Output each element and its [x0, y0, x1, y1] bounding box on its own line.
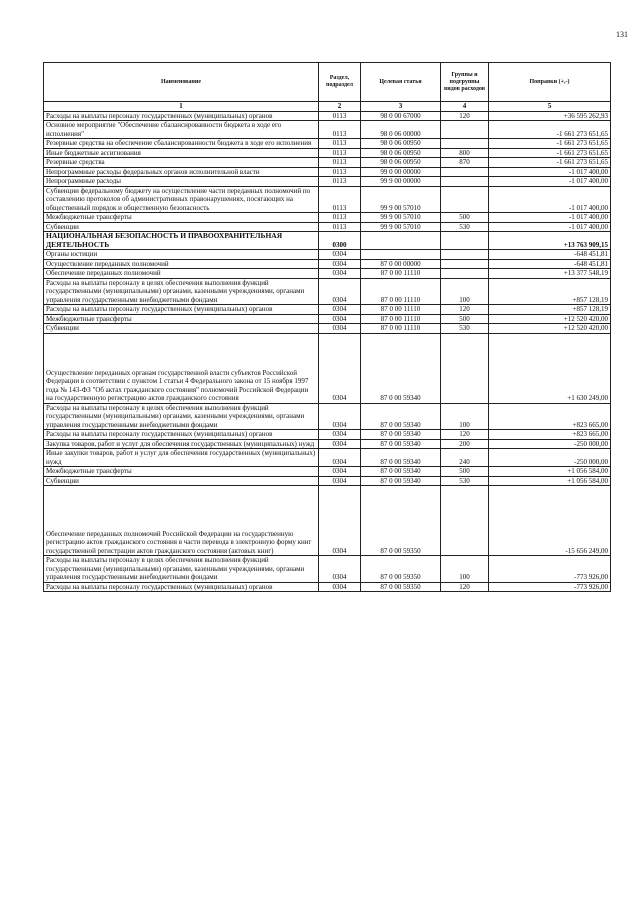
row-name-cell: Непрограммные расходы федеральных органов исполнительной власти [44, 167, 319, 177]
row-section-cell: 0113 [319, 111, 361, 121]
row-section-cell: 0113 [319, 213, 361, 223]
row-section-cell: 0113 [319, 121, 361, 139]
table-row [44, 582, 611, 592]
table-row [44, 333, 611, 403]
table-row [44, 177, 611, 187]
row-section-cell: 0304 [319, 259, 361, 269]
row-target-cell: 87 0 00 59340 [361, 467, 441, 477]
row-group-cell: 120 [441, 111, 489, 121]
row-target-cell: 99 9 00 00000 [361, 177, 441, 187]
row-section-cell: 0304 [319, 430, 361, 440]
row-name-cell: Расходы на выплаты персоналу государственных (муниципальных) органов [44, 430, 319, 440]
table-row [44, 111, 611, 121]
table-row [44, 167, 611, 177]
row-section-cell: 0304 [319, 269, 361, 279]
row-group-cell [441, 186, 489, 213]
table-row [44, 305, 611, 315]
row-group-cell: 100 [441, 403, 489, 430]
row-group-cell: 500 [441, 467, 489, 477]
header-name: Наименование [44, 63, 319, 102]
row-group-cell: 500 [441, 213, 489, 223]
row-amount-cell: +12 520 420,00 [489, 314, 611, 324]
row-section-cell: 0113 [319, 177, 361, 187]
table-row [44, 121, 611, 139]
row-target-cell: 87 0 00 59340 [361, 333, 441, 403]
table-row [44, 139, 611, 149]
column-number: 4 [441, 102, 489, 112]
column-number: 1 [44, 102, 319, 112]
row-section-cell: 0304 [319, 439, 361, 449]
row-name-cell: Субвенции [44, 222, 319, 232]
row-amount-cell: -648 451,81 [489, 259, 611, 269]
row-amount-cell: -250 000,00 [489, 449, 611, 467]
row-section-cell: 0304 [319, 467, 361, 477]
row-amount-cell: +857 128,19 [489, 278, 611, 305]
row-target-cell: 99 9 00 57010 [361, 213, 441, 223]
row-section-cell: 0113 [319, 139, 361, 149]
row-group-cell [441, 177, 489, 187]
row-target-cell: 98 0 06 00950 [361, 139, 441, 149]
row-section-cell: 0304 [319, 278, 361, 305]
row-amount-cell: +12 520 420,00 [489, 324, 611, 334]
row-amount-cell: -1 017 400,00 [489, 213, 611, 223]
row-group-cell: 870 [441, 158, 489, 168]
table-row [44, 213, 611, 223]
row-target-cell: 87 0 00 59340 [361, 439, 441, 449]
row-amount-cell: -1 661 273 651,65 [489, 139, 611, 149]
row-group-cell [441, 259, 489, 269]
row-target-cell: 87 0 00 11110 [361, 269, 441, 279]
row-section-cell: 0304 [319, 582, 361, 592]
column-number-row [44, 102, 611, 112]
row-section-cell: 0304 [319, 556, 361, 583]
row-section-cell: 0304 [319, 250, 361, 260]
row-target-cell: 87 0 00 59350 [361, 556, 441, 583]
row-section-cell: 0304 [319, 486, 361, 556]
table-row [44, 476, 611, 486]
row-amount-cell: +13 377 548,19 [489, 269, 611, 279]
row-group-cell: 530 [441, 476, 489, 486]
row-target-cell: 87 0 00 59340 [361, 449, 441, 467]
row-amount-cell: -773 926,00 [489, 556, 611, 583]
header-target: Целевая статья [361, 63, 441, 102]
row-target-cell: 87 0 00 11110 [361, 278, 441, 305]
row-section-cell: 0304 [319, 449, 361, 467]
row-amount-cell: -1 661 273 651,65 [489, 121, 611, 139]
row-amount-cell: -15 656 249,00 [489, 486, 611, 556]
row-group-cell [441, 486, 489, 556]
row-name-cell: Расходы на выплаты персоналу в целях обеспечения выполнения функций государственными (муниципальными) органами, казенными учреждениями, органами управления государственными внебюджетными фондами [44, 278, 319, 305]
row-name-cell: Иные бюджетные ассигнования [44, 148, 319, 158]
row-name-cell: Субвенции федеральному бюджету на осуществление части переданных полномочий по составлению протоколов об административных правонарушениях, посягающих на общественный порядок и общественную безопасность [44, 186, 319, 213]
row-amount-cell: +1 056 584,00 [489, 476, 611, 486]
row-amount-cell: -648 451,81 [489, 250, 611, 260]
table-body [44, 111, 611, 592]
row-section-cell: 0304 [319, 333, 361, 403]
row-name-cell: Субвенции [44, 324, 319, 334]
row-section-cell: 0304 [319, 314, 361, 324]
row-amount-cell: +1 056 584,00 [489, 467, 611, 477]
row-amount-cell: -1 017 400,00 [489, 167, 611, 177]
row-name-cell: Закупка товаров, работ и услуг для обеспечения государственных (муниципальных) нужд [44, 439, 319, 449]
row-name-cell: Межбюджетные трансферты [44, 467, 319, 477]
table-row [44, 250, 611, 260]
row-group-cell [441, 250, 489, 260]
row-target-cell: 87 0 00 11110 [361, 324, 441, 334]
row-amount-cell: -1 661 273 651,65 [489, 158, 611, 168]
table-row [44, 269, 611, 279]
row-group-cell [441, 139, 489, 149]
row-group-cell: 200 [441, 439, 489, 449]
column-number: 3 [361, 102, 441, 112]
row-group-cell: 120 [441, 305, 489, 315]
row-group-cell: 530 [441, 324, 489, 334]
row-name-cell: Расходы на выплаты персоналу государственных (муниципальных) органов [44, 111, 319, 121]
row-name-cell: Основное мероприятие "Обеспечение сбалансированности бюджета в ходе его исполнения" [44, 121, 319, 139]
row-section-cell: 0304 [319, 476, 361, 486]
table-row [44, 186, 611, 213]
header-amendments: Поправки (+,-) [489, 63, 611, 102]
table-row [44, 158, 611, 168]
row-section-cell: 0304 [319, 403, 361, 430]
table-row [44, 148, 611, 158]
row-name-cell: Расходы на выплаты персоналу государственных (муниципальных) органов [44, 582, 319, 592]
row-target-cell: 98 0 00 67000 [361, 111, 441, 121]
row-section-cell: 0113 [319, 167, 361, 177]
row-target-cell: 99 0 00 00000 [361, 167, 441, 177]
table-row [44, 439, 611, 449]
row-group-cell: 500 [441, 314, 489, 324]
row-target-cell: 99 9 00 57010 [361, 186, 441, 213]
row-amount-cell: -1 661 273 651,65 [489, 148, 611, 158]
row-name-cell: Межбюджетные трансферты [44, 314, 319, 324]
row-target-cell: 87 0 00 59350 [361, 582, 441, 592]
row-target-cell: 99 9 00 57010 [361, 222, 441, 232]
table-row [44, 232, 611, 250]
row-amount-cell: +36 595 262,93 [489, 111, 611, 121]
row-target-cell: 98 0 06 00950 [361, 148, 441, 158]
table-row [44, 259, 611, 269]
row-group-cell [441, 121, 489, 139]
row-name-cell: Осуществление переданных органам государственной власти субъектов Российской Федерации в соответствии с пунктом 1 статьи 4 Федерального закона от 15 ноября 1997 года № 143-ФЗ "Об актах гражданского состояния" полномочий Российской Федерации на государственную регистрацию актов гражданского состояния [44, 333, 319, 403]
row-name-cell: Субвенции [44, 476, 319, 486]
row-name-cell: Расходы на выплаты персоналу в целях обеспечения выполнения функций государственными (муниципальными) органами, казенными учреждениями, органами управления государственными внебюджетными фондами [44, 556, 319, 583]
row-group-cell [441, 167, 489, 177]
table-row [44, 403, 611, 430]
table-row [44, 449, 611, 467]
row-target-cell: 98 0 06 00000 [361, 121, 441, 139]
row-name-cell: Иные закупки товаров, работ и услуг для обеспечения государственных (муниципальных) нужд [44, 449, 319, 467]
row-name-cell: Органы юстиции [44, 250, 319, 260]
row-name-cell: Обеспечение переданных полномочий Российской Федерации на государственную регистрацию актов гражданского состояния в части перевода в электронную форму книг государственной регистрации актов гражданского состояния (актовых книг) [44, 486, 319, 556]
row-amount-cell: +823 665,00 [489, 430, 611, 440]
row-section-cell: 0300 [319, 232, 361, 250]
table-row [44, 486, 611, 556]
table-row [44, 467, 611, 477]
table-row [44, 278, 611, 305]
row-section-cell: 0304 [319, 305, 361, 315]
header-section: Раздел, подраздел [319, 63, 361, 102]
row-section-cell: 0113 [319, 148, 361, 158]
row-target-cell: 98 0 06 00950 [361, 158, 441, 168]
row-target-cell [361, 250, 441, 260]
row-section-cell: 0113 [319, 222, 361, 232]
row-target-cell: 87 0 00 11110 [361, 305, 441, 315]
row-name-cell: Расходы на выплаты персоналу в целях обеспечения выполнения функций государственными (муниципальными) органами, казенными учреждениями, органами управления государственными внебюджетными фондами [44, 403, 319, 430]
budget-amendments-table [43, 62, 611, 592]
row-target-cell: 87 0 00 59350 [361, 486, 441, 556]
row-name-cell: Резервные средства [44, 158, 319, 168]
row-target-cell: 87 0 00 59340 [361, 430, 441, 440]
row-amount-cell: -1 017 400,00 [489, 186, 611, 213]
table-row [44, 314, 611, 324]
row-name-cell: Обеспечение переданных полномочий [44, 269, 319, 279]
row-amount-cell: -250 000,00 [489, 439, 611, 449]
row-section-cell: 0113 [319, 158, 361, 168]
table-row [44, 430, 611, 440]
row-target-cell [361, 232, 441, 250]
row-amount-cell: +13 763 909,15 [489, 232, 611, 250]
row-target-cell: 87 0 00 11110 [361, 314, 441, 324]
row-amount-cell: +1 630 249,00 [489, 333, 611, 403]
row-group-cell: 100 [441, 556, 489, 583]
column-number: 5 [489, 102, 611, 112]
table-row [44, 324, 611, 334]
row-amount-cell: +823 665,00 [489, 403, 611, 430]
row-amount-cell: -1 017 400,00 [489, 177, 611, 187]
row-group-cell: 120 [441, 430, 489, 440]
row-amount-cell: -773 926,00 [489, 582, 611, 592]
row-group-cell [441, 269, 489, 279]
row-section-cell: 0304 [319, 324, 361, 334]
row-target-cell: 87 0 00 59340 [361, 403, 441, 430]
header-groups: Группы и подгруппы видов расходов [441, 63, 489, 102]
row-amount-cell: +857 128,19 [489, 305, 611, 315]
row-name-cell: Межбюджетные трансферты [44, 213, 319, 223]
table-row [44, 556, 611, 583]
row-amount-cell: -1 017 400,00 [489, 222, 611, 232]
row-section-cell: 0113 [319, 186, 361, 213]
row-group-cell: 120 [441, 582, 489, 592]
row-name-cell: Расходы на выплаты персоналу государственных (муниципальных) органов [44, 305, 319, 315]
table-header-row [44, 63, 611, 102]
row-group-cell: 800 [441, 148, 489, 158]
page-number: 131 [616, 30, 628, 39]
row-group-cell: 100 [441, 278, 489, 305]
row-group-cell [441, 333, 489, 403]
row-group-cell: 240 [441, 449, 489, 467]
row-name-cell: Непрограммные расходы [44, 177, 319, 187]
row-name-cell: НАЦИОНАЛЬНАЯ БЕЗОПАСНОСТЬ И ПРАВООХРАНИТЕЛЬНАЯ ДЕЯТЕЛЬНОСТЬ [44, 232, 319, 250]
row-name-cell: Резервные средства на обеспечение сбалансированности бюджета в ходе его исполнения [44, 139, 319, 149]
column-number: 2 [319, 102, 361, 112]
row-target-cell: 87 0 00 00000 [361, 259, 441, 269]
row-group-cell [441, 232, 489, 250]
row-group-cell: 530 [441, 222, 489, 232]
row-target-cell: 87 0 00 59340 [361, 476, 441, 486]
row-name-cell: Осуществление переданных полномочий [44, 259, 319, 269]
